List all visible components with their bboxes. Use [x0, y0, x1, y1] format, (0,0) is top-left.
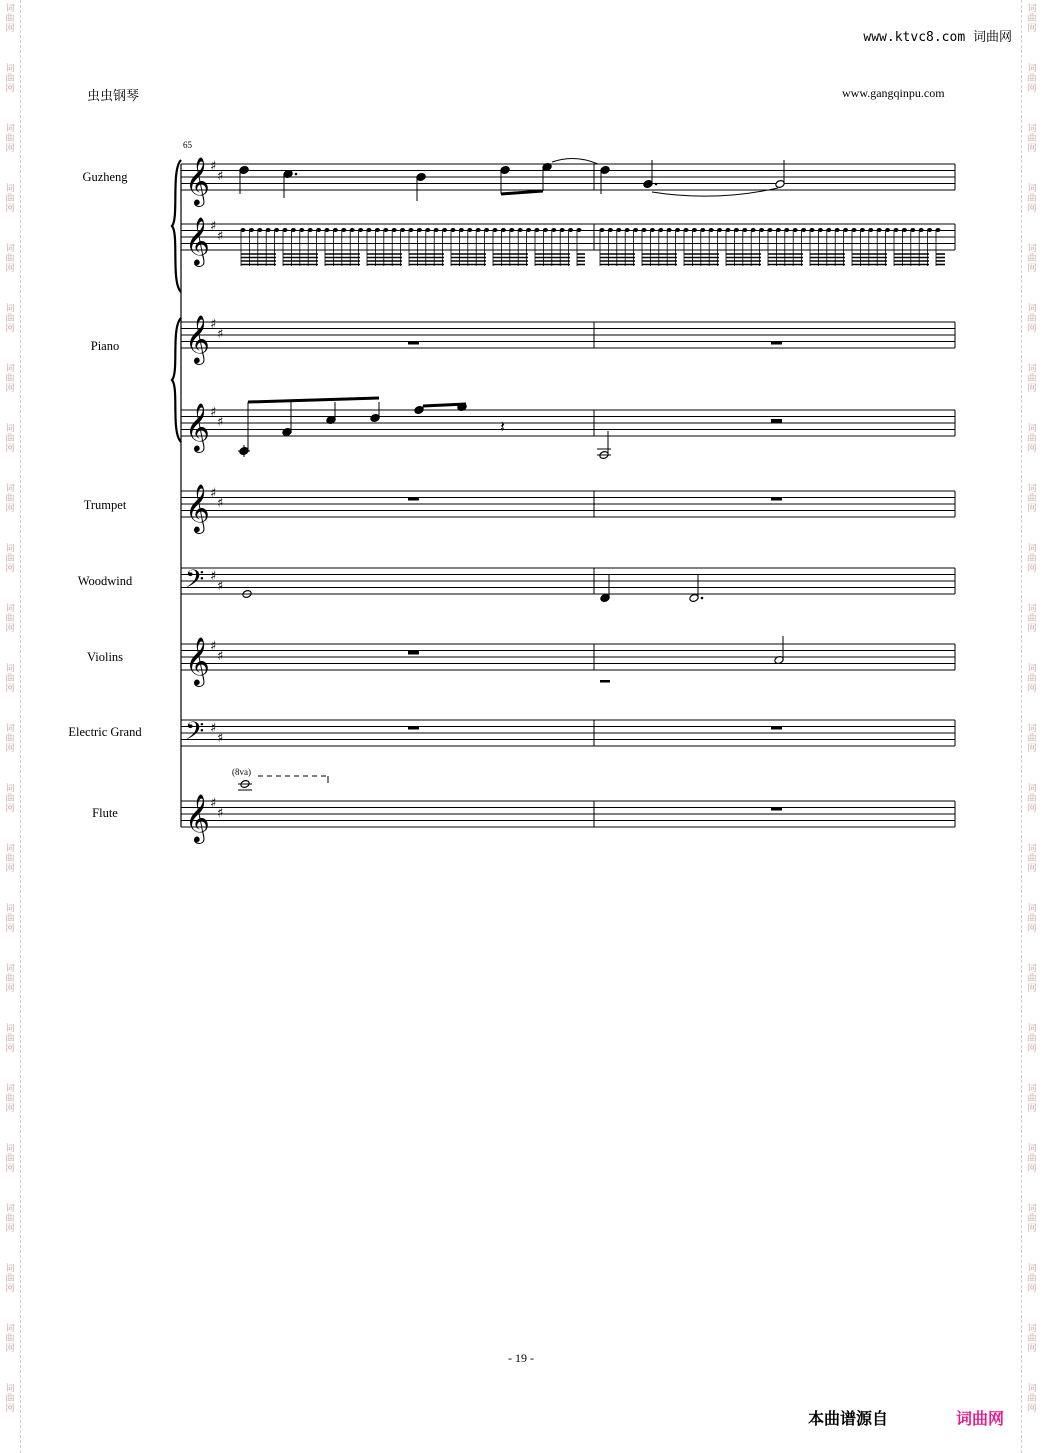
rest-icon: [771, 497, 782, 501]
instrument-label-electric-grand: Electric Grand: [68, 725, 142, 739]
watermark-text: 词 曲 网: [1027, 1264, 1037, 1294]
brace-guzheng: [172, 160, 181, 292]
instrument-label-piano: Piano: [90, 339, 120, 353]
key-signatures: [210, 159, 223, 821]
watermark-text: 词 曲 网: [1027, 1024, 1037, 1054]
watermark-text: 词 曲 网: [5, 1264, 15, 1294]
watermark-text: 词 曲 网: [1027, 964, 1037, 994]
watermark-text: 词 曲 网: [5, 124, 15, 154]
instrument-label-flute: Flute: [92, 806, 118, 820]
watermark-text: 词 曲 网: [1027, 424, 1037, 454]
measure-number: 65: [183, 140, 192, 150]
rest-icon: [408, 726, 419, 730]
site-name-text: 词曲网: [972, 30, 1012, 45]
watermark-text: 词 曲 网: [1027, 544, 1037, 574]
clefs: [185, 156, 210, 844]
watermark-text: 词 曲 网: [1027, 1204, 1037, 1234]
rest-icon: [408, 497, 419, 501]
watermark-text: 词 曲 网: [5, 904, 15, 934]
sharp-icon: ♯: [217, 496, 224, 511]
watermark-text: 词 曲 网: [1027, 1324, 1037, 1354]
watermark-text: 词 曲 网: [1027, 4, 1037, 34]
bass-clef-icon: 𝄢: [185, 717, 205, 752]
watermark-text: 词 曲 网: [1027, 844, 1037, 874]
publisher-url[interactable]: www.gangqinpu.com: [842, 86, 945, 100]
watermark-text: 词 曲 网: [1027, 904, 1037, 934]
watermark-text: 词 曲 网: [1027, 784, 1037, 814]
quarter-rest-icon: 𝄽: [500, 417, 505, 436]
watermark-text: 词 曲 网: [1027, 364, 1037, 394]
beam: [248, 398, 379, 402]
instrument-label-violins: Violins: [86, 650, 124, 664]
watermark-text: 词 曲 网: [5, 364, 15, 394]
sharp-icon: ♯: [210, 721, 217, 736]
watermark-text: 词 曲 网: [5, 604, 15, 634]
sharp-icon: ♯: [217, 731, 224, 746]
instrument-label-guzheng: Guzheng: [82, 170, 128, 184]
watermark-text: 词 曲 网: [1027, 724, 1037, 754]
sharp-icon: ♯: [217, 649, 224, 664]
rest-icon: [771, 419, 782, 423]
watermark-text: 词 曲 网: [5, 1024, 15, 1054]
treble-clef-icon: 𝄞: [185, 402, 210, 451]
octave-mark: (8va): [232, 767, 251, 777]
watermark-text: 词 曲 网: [1027, 664, 1037, 694]
rest-icon: [600, 680, 610, 683]
source-label: 本曲谱源自: [808, 1409, 889, 1428]
watermark-text: 词 曲 网: [5, 304, 15, 334]
rest-icon: [408, 341, 419, 345]
staff-lines: [181, 164, 955, 827]
sharp-icon: ♯: [210, 405, 217, 420]
treble-clef-icon: 𝄞: [185, 483, 210, 532]
sharp-icon: ♯: [217, 327, 224, 342]
watermark-text: 词 曲 网: [1027, 244, 1037, 274]
watermark-text: 词 曲 网: [5, 664, 15, 694]
watermark-text: 词 曲 网: [1027, 304, 1037, 334]
watermark-text: 词 曲 网: [1027, 1384, 1037, 1414]
watermark-text: 词 曲 网: [1027, 64, 1037, 94]
watermark-text: 词 曲 网: [5, 784, 15, 814]
rest-icon: [408, 651, 419, 655]
sharp-icon: ♯: [210, 639, 217, 654]
source-site-link[interactable]: 词曲网: [956, 1409, 1005, 1428]
watermark-text: 词 曲 网: [5, 424, 15, 454]
treble-clef-icon: 𝄞: [185, 793, 210, 842]
watermark-text: 词 曲 网: [5, 64, 15, 94]
watermark-text: 词 曲 网: [5, 964, 15, 994]
instrument-label-woodwind: Woodwind: [77, 574, 133, 588]
treble-clef-icon: 𝄞: [185, 636, 210, 685]
watermark-text: 词 曲 网: [1027, 1144, 1037, 1174]
watermark-text: 词 曲 网: [5, 1384, 15, 1414]
sharp-icon: ♯: [210, 219, 217, 234]
rest-icon: [771, 726, 782, 730]
sharp-icon: ♯: [210, 317, 217, 332]
instrument-label-trumpet: Trumpet: [83, 498, 127, 512]
watermark-text: 词 曲 网: [5, 544, 15, 574]
beam: [501, 191, 543, 194]
watermark-text: 词 曲 网: [5, 844, 15, 874]
dot: [295, 173, 298, 176]
watermark-text: 词 曲 网: [1027, 124, 1037, 154]
watermark-text: 词 曲 网: [5, 1084, 15, 1114]
sharp-icon: ♯: [217, 169, 224, 184]
dot: [655, 183, 658, 186]
publisher-name: 虫虫钢琴: [87, 89, 140, 104]
watermark-text: 词 曲 网: [5, 724, 15, 754]
sharp-icon: ♯: [210, 159, 217, 174]
rest-icon: [771, 341, 782, 345]
bass-clef-icon: 𝄢: [185, 565, 205, 600]
treble-clef-icon: 𝄞: [185, 156, 210, 205]
treble-clef-icon: 𝄞: [185, 314, 210, 363]
sharp-icon: ♯: [210, 796, 217, 811]
watermark-text: 词 曲 网: [5, 244, 15, 274]
sharp-icon: ♯: [210, 569, 217, 584]
watermark-text: 词 曲 网: [1027, 1084, 1037, 1114]
treble-clef-icon: 𝄞: [185, 216, 210, 265]
watermark-text: 词 曲 网: [1027, 604, 1037, 634]
watermark-text: 词 曲 网: [5, 184, 15, 214]
watermark-text: 词 曲 网: [1027, 484, 1037, 514]
sharp-icon: ♯: [217, 579, 224, 594]
notes: [238, 158, 945, 810]
tie: [652, 188, 778, 196]
watermark-text: 词 曲 网: [1027, 184, 1037, 214]
site-url-text: www.ktvc8.com: [863, 30, 966, 45]
page-number: - 19 -: [508, 1351, 534, 1365]
tie: [552, 158, 598, 164]
rest-icon: [771, 807, 782, 811]
sharp-icon: ♯: [217, 229, 224, 244]
watermark-text: 词 曲 网: [5, 1144, 15, 1174]
watermark-text: 词 曲 网: [5, 1324, 15, 1354]
dot: [701, 597, 704, 600]
watermark-text: 词 曲 网: [5, 484, 15, 514]
beam: [423, 404, 466, 406]
sharp-icon: ♯: [217, 806, 224, 821]
sharp-icon: ♯: [217, 415, 224, 430]
watermark-text: 词 曲 网: [5, 4, 15, 34]
watermark-text: 词 曲 网: [5, 1204, 15, 1234]
brace-piano: [172, 318, 181, 442]
sharp-icon: ♯: [210, 486, 217, 501]
